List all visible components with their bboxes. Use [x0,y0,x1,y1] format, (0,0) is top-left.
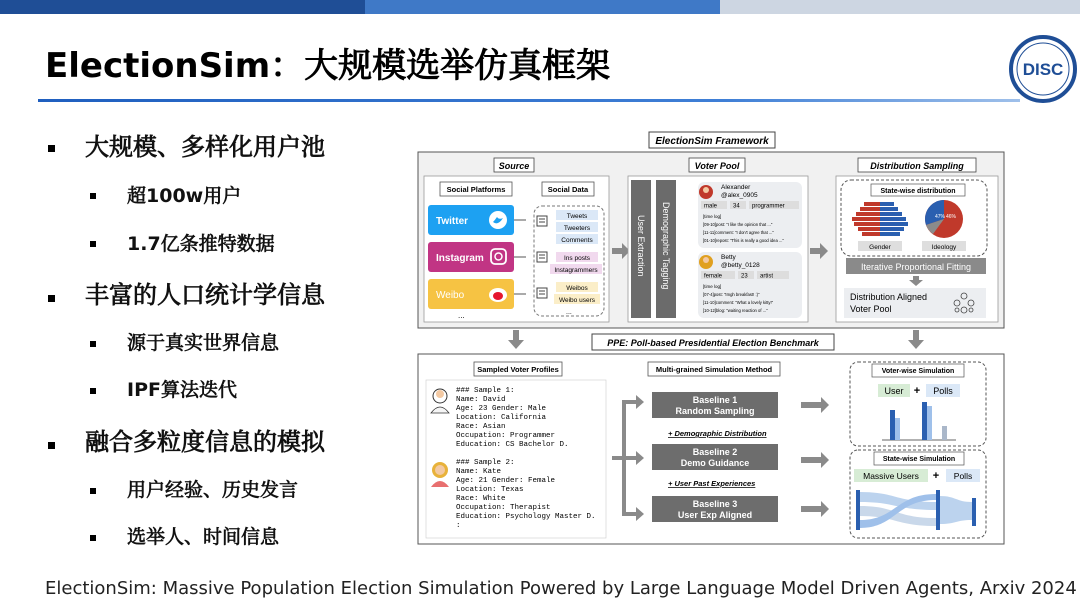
svg-text:Social Data: Social Data [547,185,589,194]
svg-text:Social Platforms: Social Platforms [446,185,506,194]
source-title: Source [498,161,530,171]
svg-text:23: 23 [741,273,748,280]
svg-text:programmer: programmer [752,203,785,210]
distribution-title: Distribution Sampling [870,161,964,171]
svg-text:Voter Pool: Voter Pool [850,304,892,314]
svg-text:[11-11]comment: "I don't agree: [11-11]comment: "I don't agree that ..." [703,230,774,235]
svg-text:47%: 47% [935,214,946,220]
svg-text:@betty_0128: @betty_0128 [721,262,760,269]
svg-text:State-wise distribution: State-wise distribution [880,188,956,195]
svg-text:State-wise Simulation: State-wise Simulation [882,456,956,463]
svg-text:+: + [932,470,940,482]
svg-text:male: male [704,203,718,210]
svg-text:Random Sampling: Random Sampling [675,406,755,416]
svg-text:Name: Kate: Name: Kate [456,468,502,476]
svg-text:Education: CS Bachelor D.: Education: CS Bachelor D. [456,441,569,449]
svg-text:Betty: Betty [721,254,736,261]
svg-text:+ User Past Experiences: + User Past Experiences [668,479,756,488]
svg-text:Comments: Comments [561,237,593,244]
svg-text:...: ... [566,309,572,316]
svg-text:Multi-grained Simulation Metho: Multi-grained Simulation Method [655,365,773,374]
svg-text:[09-10]post: "I like the opini: [09-10]post: "I like the opinion that ..." [703,222,773,227]
ppe-title: PPE: Poll-based Presidential Election Benchmark [607,338,819,348]
title-underline [38,99,1020,102]
svg-text:Demographic Tagging: Demographic Tagging [661,202,671,290]
svg-text:Sampled Voter Profiles: Sampled Voter Profiles [477,365,559,374]
bullet-2-1: 源于真实世界信息 [127,332,280,354]
svg-text:Ideology: Ideology [931,244,957,251]
svg-text:### Sample 2:: ### Sample 2: [456,459,515,467]
svg-text:Baseline 1: Baseline 1 [692,395,738,405]
svg-text:### Sample 1:: ### Sample 1: [456,387,515,395]
svg-text:34: 34 [733,203,740,210]
svg-text:Massive Users: Massive Users [863,471,919,481]
bullet-3-1: 用户经验、历史发言 [127,479,299,501]
svg-text:Twitter: Twitter [436,216,469,227]
svg-text:Weibo users: Weibo users [558,297,596,304]
svg-text:Voter-wise Simulation: Voter-wise Simulation [881,368,955,375]
svg-text:female: female [704,273,723,280]
bullet-3: 融合多粒度信息的模拟 [85,428,325,456]
bullet-3-2: 选举人、时间信息 [127,526,280,548]
svg-text:Alexander: Alexander [721,184,751,191]
svg-text:Ins posts: Ins posts [563,255,591,262]
ipf-label: Iterative Proportional Fitting [860,262,972,272]
svg-text:[07-4]post: "Imgh breakfast! :: [07-4]post: "Imgh breakfast! :)" [703,292,760,297]
svg-text:Instagram: Instagram [436,253,484,264]
svg-text:+: + [913,385,921,397]
svg-text:Age: 21 Gender: Female: Age: 21 Gender: Female [456,477,556,485]
svg-text:Race: White: Race: White [456,495,506,503]
svg-text:Demo Guidance: Demo Guidance [680,458,750,468]
bullet-2: 丰富的人口统计学信息 [85,281,325,309]
svg-text:46%: 46% [946,214,957,220]
svg-text:DISC: DISC [1022,60,1064,79]
svg-text:Occupation: Programmer: Occupation: Programmer [456,432,556,440]
svg-text:Tweeters: Tweeters [563,225,591,232]
svg-text:Age: 23 Gender: Male: Age: 23 Gender: Male [456,405,547,413]
svg-text:...: ... [458,311,465,320]
svg-text:+ Demographic Distribution: + Demographic Distribution [668,429,767,438]
svg-text:User Extraction: User Extraction [636,215,646,277]
svg-text:Education: Psychology Master D: Education: Psychology Master D. [456,513,596,521]
svg-text:Name: David: Name: David [456,396,506,404]
voter-pool-title: Voter Pool [694,161,740,171]
svg-text:[time log]: [time log] [703,214,722,219]
svg-text:Location: Texas: Location: Texas [456,486,524,494]
citation-footer: ElectionSim: Massive Population Election Simulation Powered by Large Language Model Driven Agents, Arxiv 2024 [45,578,1077,599]
bullet-1: 大规模、多样化用户池 [85,133,325,161]
svg-text:Distribution Aligned: Distribution Aligned [850,292,928,302]
svg-text::: : [456,522,461,530]
bullet-1-2: 1.7亿条推特数据 [127,233,275,255]
svg-text:Occupation: Therapist: Occupation: Therapist [456,504,551,512]
bullet-1-1: 超100w用户 [127,185,242,207]
svg-text:Gender: Gender [869,244,891,251]
svg-text:artist: artist [760,273,774,280]
svg-text:Tweets: Tweets [566,213,588,220]
svg-text:Instagrammers: Instagrammers [554,267,598,274]
svg-text:[11-10]comment: "What a lovely: [11-10]comment: "What a lovely kitty!" [703,300,774,305]
svg-text:Location: California: Location: California [456,414,547,422]
svg-text:Race: Asian: Race: Asian [456,423,506,431]
bullet-2-2: IPF算法迭代 [127,379,237,401]
svg-text:@alex_0905: @alex_0905 [721,192,758,199]
framework-title: ElectionSim Framework [655,136,769,147]
svg-text:Baseline 2: Baseline 2 [692,447,738,457]
top-color-bar [0,0,1080,14]
svg-text:Weibos: Weibos [566,285,588,292]
svg-text:[time log]: [time log] [703,284,722,289]
svg-text:User: User [884,386,904,396]
electionsim-framework-figure [416,130,1006,546]
page-title: ElectionSim：大规模选举仿真框架 [45,46,611,86]
svg-text:[01-10]repost: "This is really: [01-10]repost: "This is really a good idea ..." [703,238,784,243]
svg-text:User Exp Aligned: User Exp Aligned [677,510,753,520]
disc-logo [1008,34,1078,104]
svg-text:Polls: Polls [953,471,973,481]
svg-text:[10-12]blog: "waiting reaction: [10-12]blog: "waiting reaction of ..." [703,308,768,313]
svg-text:Polls: Polls [933,386,953,396]
svg-text:Weibo: Weibo [436,290,465,301]
svg-text:Baseline 3: Baseline 3 [692,499,738,509]
